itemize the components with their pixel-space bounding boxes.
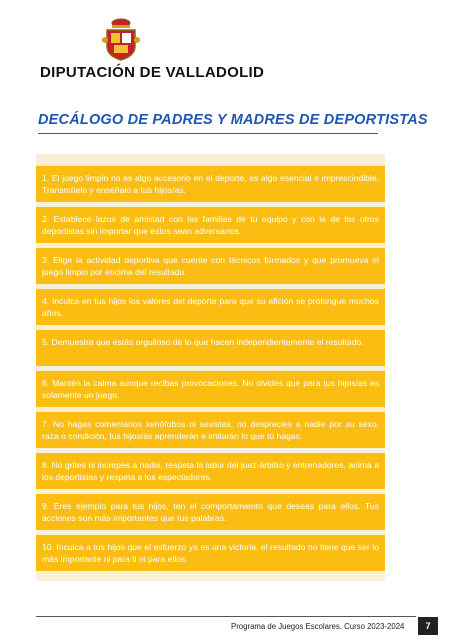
footer-text: Programa de Juegos Escolares. Curso 2023-2024: [231, 622, 405, 631]
decalogue-item-3: 3. Elige la actividad deportiva que cuente con técnicos formados y que promueva el juego limpio por encima del resultado.: [36, 248, 385, 284]
title-underline: [38, 133, 378, 134]
decalogue-item-10: 10. Inculca a tus hijos que el esfuerzo ya es una victoria, el resultado no tiene que ser lo más importante ni para ti ni para ellos.: [36, 535, 385, 571]
decalogue-item-2: 2. Establece lazos de amistad con las familias de tu equipo y con la de los otros deportistas sin importar que estos sean adversarios.: [36, 207, 385, 243]
decalogue-item-7: 7. No hagas comentarios xenófobos ni sexistas, no desprecies a nadie por su sexo, raza o condición, tus hijos/as aprenderán e imitarán lo que tú hagas.: [36, 412, 385, 448]
decalogue-item-1: 1. El juego limpio no es algo accesorio en el deporte, es algo esencial e imprescindible. Transmítelo y enséñalo a tus hijos/as.: [36, 166, 385, 202]
decalogue-item-4: 4. Inculca en tus hijos los valores del deporte para que su afición se prolongue muchos años.: [36, 289, 385, 325]
decalogue-item-6: 6. Mantén la calma aunque recibas provocaciones. No olvides que para tus hijos/as es solamente un juego.: [36, 371, 385, 407]
decalogue-item-8: 8. No grites ni increpes a nadie, respeta la labor del juez-árbitro y entrenadores, anima a los deportistas y respeta a los espectadores.: [36, 453, 385, 489]
page-title: DECÁLOGO DE PADRES Y MADRES DE DEPORTISTAS: [38, 112, 428, 128]
decalogue-item-5: 5. Demuestra que estás orgulloso de lo que hacen independientemente el resultado.: [36, 330, 385, 366]
organization-name: DIPUTACIÓN DE VALLADOLID: [40, 64, 265, 81]
decalogue-item-9: 9. Eres ejemplo para tus hijos, ten el comportamiento que deseas para ellos. Tus acciones son más importantes que tus palabras.: [36, 494, 385, 530]
coat-of-arms-icon: [101, 18, 141, 62]
page-number: 7: [418, 617, 438, 635]
footer-divider: [36, 616, 416, 617]
